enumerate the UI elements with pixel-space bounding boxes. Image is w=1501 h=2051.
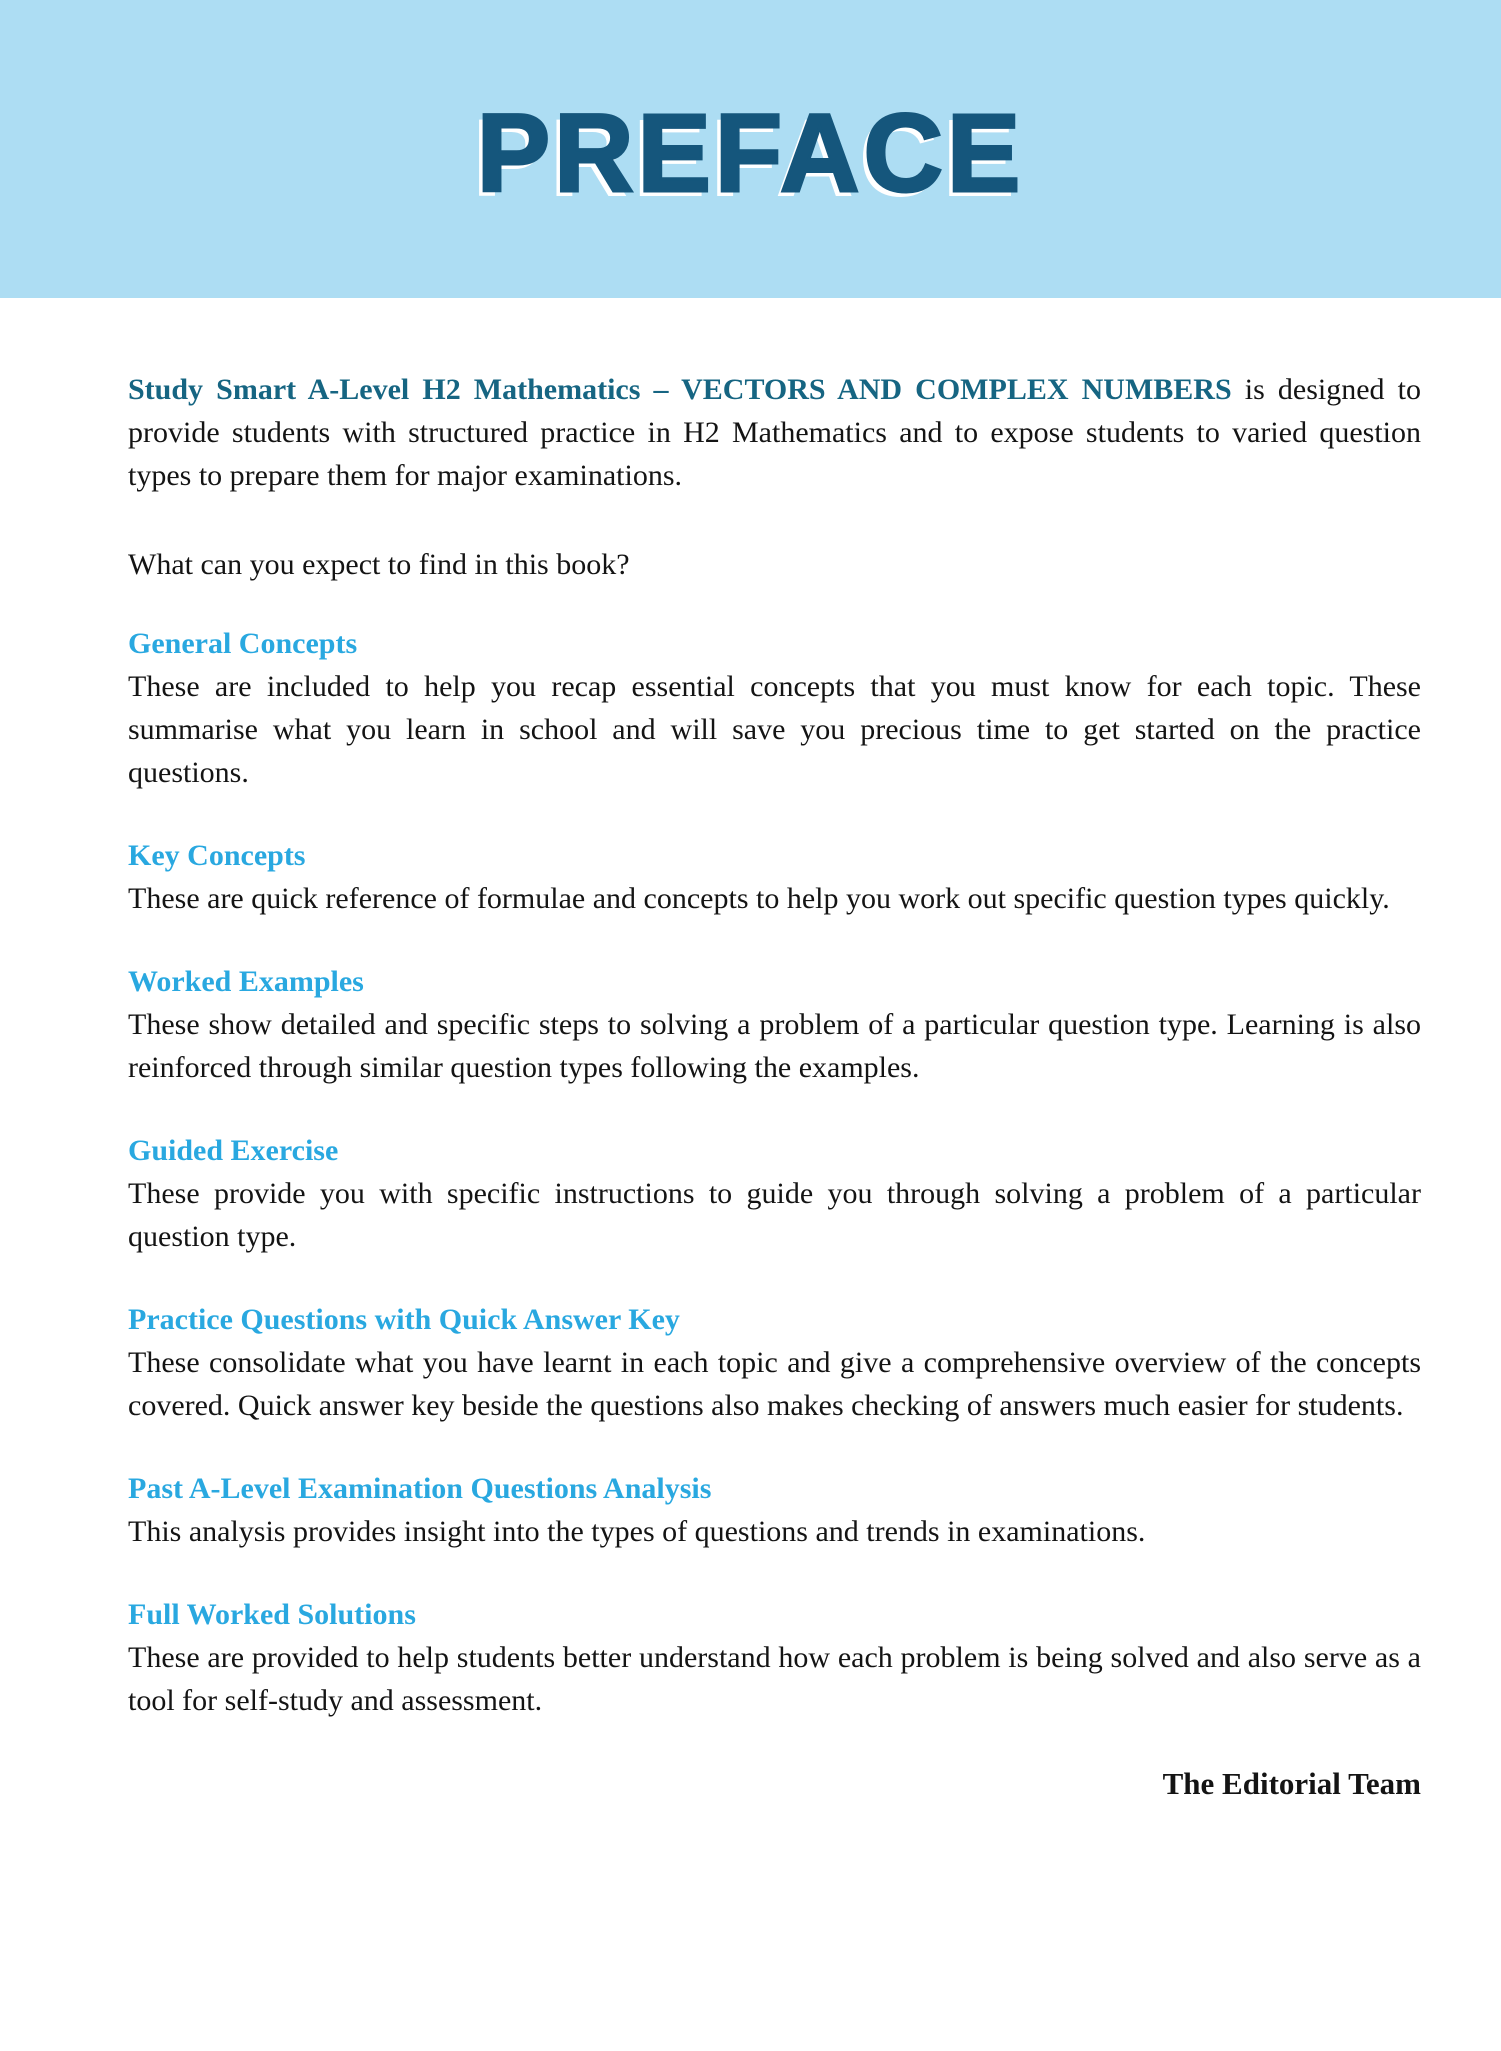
preface-content xyxy=(0,298,1501,1805)
section-worked-examples xyxy=(128,960,1421,1089)
section-heading: Past A-Level Examination Questions Analysis xyxy=(128,1472,712,1505)
section-body: These are provided to help students better understand how each problem is being solved and also serve as a tool for self-study and assessment. xyxy=(128,1641,1421,1717)
section-past-exam-analysis xyxy=(128,1467,1421,1553)
section-body: These are quick reference of formulae and concepts to help you work out specific question types quickly. xyxy=(128,882,1390,915)
section-full-worked-solutions xyxy=(128,1593,1421,1722)
section-body: These show detailed and specific steps to solving a problem of a particular question type. Learning is also reinforced through similar question types following the examples. xyxy=(128,1008,1421,1084)
section-heading: Full Worked Solutions xyxy=(128,1598,416,1631)
section-body: This analysis provides insight into the types of questions and trends in examinations. xyxy=(128,1515,1146,1548)
section-heading: General Concepts xyxy=(128,627,358,660)
section-body: These consolidate what you have learnt in each topic and give a comprehensive overview of the concepts covered. Quick answer key beside the questions also makes checking of answers much easier for students. xyxy=(128,1346,1421,1422)
section-body: These are included to help you recap essential concepts that you must know for each topic. These summarise what you learn in school and will save you precious time to get started on the practice questions. xyxy=(128,670,1421,789)
section-heading: Practice Questions with Quick Answer Key xyxy=(128,1303,680,1336)
book-title-text: Study Smart A-Level H2 Mathematics – VECTORS AND COMPLEX NUMBERS xyxy=(128,373,1232,406)
page-title: PREFACE xyxy=(476,91,1025,215)
section-general-concepts xyxy=(128,622,1421,794)
section-heading: Worked Examples xyxy=(128,965,364,998)
editorial-team-signature: The Editorial Team xyxy=(1162,1766,1421,1801)
section-practice-questions xyxy=(128,1298,1421,1427)
section-body: These provide you with specific instructions to guide you through solving a problem of a particular question type. xyxy=(128,1177,1421,1253)
section-heading: Key Concepts xyxy=(128,839,306,872)
section-key-concepts xyxy=(128,834,1421,920)
header-banner xyxy=(0,0,1501,298)
intro-paragraph xyxy=(128,368,1421,497)
question-line: What can you expect to find in this book? xyxy=(128,548,630,581)
section-heading: Guided Exercise xyxy=(128,1134,339,1167)
section-guided-exercise xyxy=(128,1129,1421,1258)
intro-body-text: is designed to provide students with structured practice in H2 Mathematics and to expose students to varied question types to prepare them for major examinations. xyxy=(128,373,1421,492)
